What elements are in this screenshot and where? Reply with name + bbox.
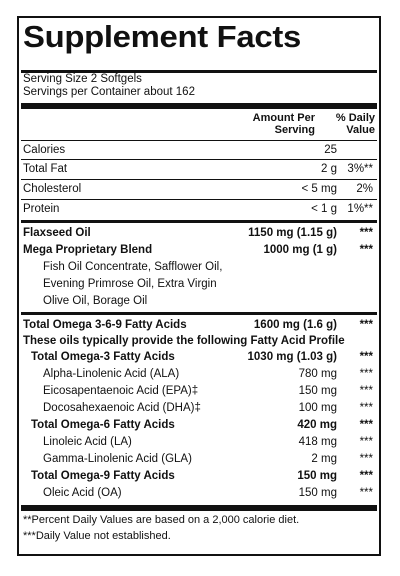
nutrient-row: Cholesterol < 5 mg 2% [23, 183, 373, 195]
footnote: **Percent Daily Values are based on a 2,000 calorie diet. [23, 514, 300, 526]
blend-ingredients-line: Evening Primrose Oil, Extra Virgin [43, 278, 217, 290]
supplement-facts-panel [17, 16, 381, 556]
servings-per-container: Servings per Container about 162 [23, 86, 195, 98]
divider [21, 505, 377, 511]
divider [21, 312, 377, 315]
ingredient-row: Mega Proprietary Blend 1000 mg (1 g) *** [23, 244, 373, 256]
nutrient-row: Calories 25 [23, 144, 337, 156]
ingredient-row: Flaxseed Oil 1150 mg (1.15 g) *** [23, 227, 373, 239]
nutrient-row: Protein < 1 g 1%** [23, 203, 373, 215]
fatty-acid-row: Alpha-Linolenic Acid (ALA) 780 mg *** [43, 368, 373, 380]
fatty-acid-row: Linoleic Acid (LA) 418 mg *** [43, 436, 373, 448]
divider [21, 179, 377, 180]
fatty-acid-row: Total Omega-9 Fatty Acids 150 mg *** [31, 470, 373, 482]
footnote: ***Daily Value not established. [23, 530, 171, 542]
divider [21, 140, 377, 141]
amount-per-serving-header: Amount Per Serving [252, 112, 315, 136]
divider [21, 159, 377, 160]
omega-profile-note: These oils typically provide the following Fatty Acid Profile [23, 335, 345, 347]
divider [21, 220, 377, 223]
omega-total-row: Total Omega 3-6-9 Fatty Acids 1600 mg (1.6 g) *** [23, 319, 373, 331]
fatty-acid-row: Total Omega-6 Fatty Acids 420 mg *** [31, 419, 373, 431]
blend-ingredients-line: Olive Oil, Borage Oil [43, 295, 148, 307]
fatty-acid-row: Oleic Acid (OA) 150 mg *** [43, 487, 373, 499]
divider [21, 103, 377, 109]
serving-size: Serving Size 2 Softgels [23, 73, 142, 85]
fatty-acid-row: Eicosapentaenoic Acid (EPA)‡ 150 mg *** [43, 385, 373, 397]
divider [21, 199, 377, 200]
nutrient-row: Total Fat 2 g 3%** [23, 163, 373, 175]
fatty-acid-row: Total Omega-3 Fatty Acids 1030 mg (1.03 g) *** [31, 351, 373, 363]
fatty-acid-row: Docosahexaenoic Acid (DHA)‡ 100 mg *** [43, 402, 373, 414]
fatty-acid-row: Gamma-Linolenic Acid (GLA) 2 mg *** [43, 453, 373, 465]
panel-title: Supplement Facts [23, 19, 301, 54]
blend-ingredients-line: Fish Oil Concentrate, Safflower Oil, [43, 261, 223, 273]
daily-value-header: % Daily Value [335, 112, 375, 136]
